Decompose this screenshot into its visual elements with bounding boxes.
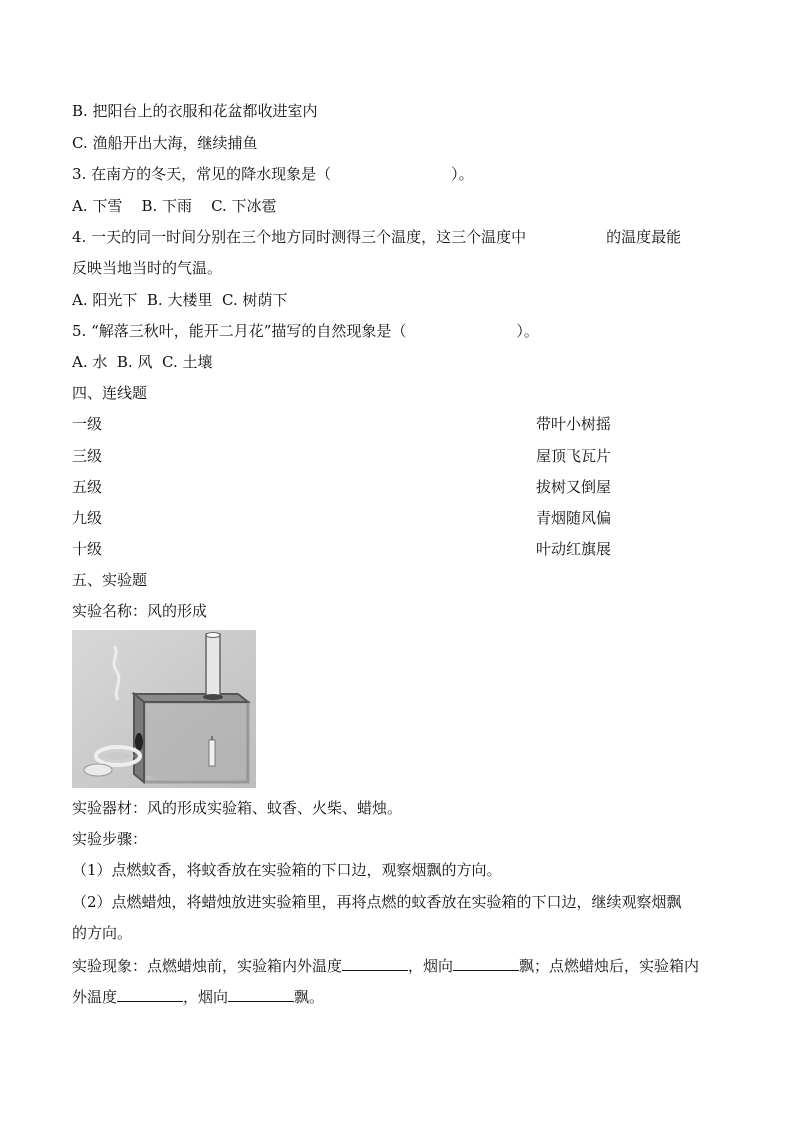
matching-left-item[interactable]: 三级 [72, 447, 103, 465]
temperature-after-blank[interactable] [117, 986, 183, 1002]
q4-suffix: 的温度最能 [606, 228, 682, 246]
q3-question [72, 164, 474, 184]
experiment-apparatus-photo [72, 630, 256, 788]
experiment-phenomenon-line2 [72, 986, 324, 1007]
matching-left-item[interactable]: 五级 [72, 478, 103, 496]
q4-line2: 反映当地当时的气温。 [72, 259, 223, 277]
matching-left-item[interactable]: 十级 [72, 540, 103, 558]
smoke-direction-after-blank[interactable] [228, 986, 294, 1002]
matching-right-item[interactable]: 青烟随风偏 [536, 509, 612, 527]
matching-left-item[interactable]: 一级 [72, 415, 103, 433]
q2-option-b: B. 把阳台上的衣服和花盆都收进室内 [72, 102, 318, 120]
experiment-step-2-line2: 的方向。 [72, 924, 133, 942]
matching-right-item[interactable]: 叶动红旗展 [536, 540, 612, 558]
phenomenon-text-b: ，烟向 [408, 957, 454, 975]
phenomenon-text-f: 飘。 [294, 988, 325, 1006]
temperature-before-blank[interactable] [342, 955, 408, 971]
phenomenon-text-e: ，烟向 [183, 988, 229, 1006]
q4-options: A. 阳光下 B. 大楼里 C. 树荫下 [72, 291, 288, 309]
phenomenon-text-d: 外温度 [72, 988, 118, 1006]
q5-suffix: ）。 [516, 322, 539, 340]
matching-right-item[interactable]: 拔树又倒屋 [536, 478, 612, 496]
matching-right-item[interactable]: 屋顶飞瓦片 [536, 447, 612, 465]
q3-prefix: 3. 在南方的冬天，常见的降水现象是（ [72, 165, 332, 183]
phenomenon-text-a: 实验现象：点燃蜡烛前，实验箱内外温度 [72, 957, 343, 975]
experiment-phenomenon-line1 [72, 955, 699, 976]
q3-suffix: ）。 [451, 165, 474, 183]
experiment-name: 实验名称：风的形成 [72, 602, 208, 620]
q4-question [72, 227, 681, 247]
q5-question [72, 321, 539, 341]
q5-prefix: 5. “解落三秋叶，能开二月花”描写的自然现象是（ [72, 322, 407, 340]
matching-right-item[interactable]: 带叶小树摇 [536, 415, 612, 433]
q2-option-c: C. 渔船开出大海，继续捕鱼 [72, 134, 258, 152]
experiment-step-1: （1）点燃蚊香，将蚊香放在实验箱的下口边，观察烟飘的方向。 [72, 861, 502, 879]
phenomenon-text-c: 飘；点燃蜡烛后，实验箱内 [519, 957, 700, 975]
section5-title: 五、实验题 [72, 571, 148, 589]
q3-options: A. 下雪 B. 下雨 C. 下冰雹 [72, 197, 277, 215]
experiment-step-2-line1: （2）点燃蜡烛，将蜡烛放进实验箱里，再将点燃的蚊香放在实验箱的下口边，继续观察烟飘 [72, 893, 682, 911]
section4-title: 四、连线题 [72, 384, 148, 402]
matching-left-item[interactable]: 九级 [72, 509, 103, 527]
q4-prefix: 4. 一天的同一时间分别在三个地方同时测得三个温度，这三个温度中 [72, 228, 527, 246]
experiment-steps-title: 实验步骤： [72, 830, 148, 848]
q5-options: A. 水 B. 风 C. 土壤 [72, 353, 213, 371]
experiment-materials: 实验器材：风的形成实验箱、蚊香、火柴、蜡烛。 [72, 799, 403, 817]
smoke-direction-before-blank[interactable] [453, 955, 519, 971]
